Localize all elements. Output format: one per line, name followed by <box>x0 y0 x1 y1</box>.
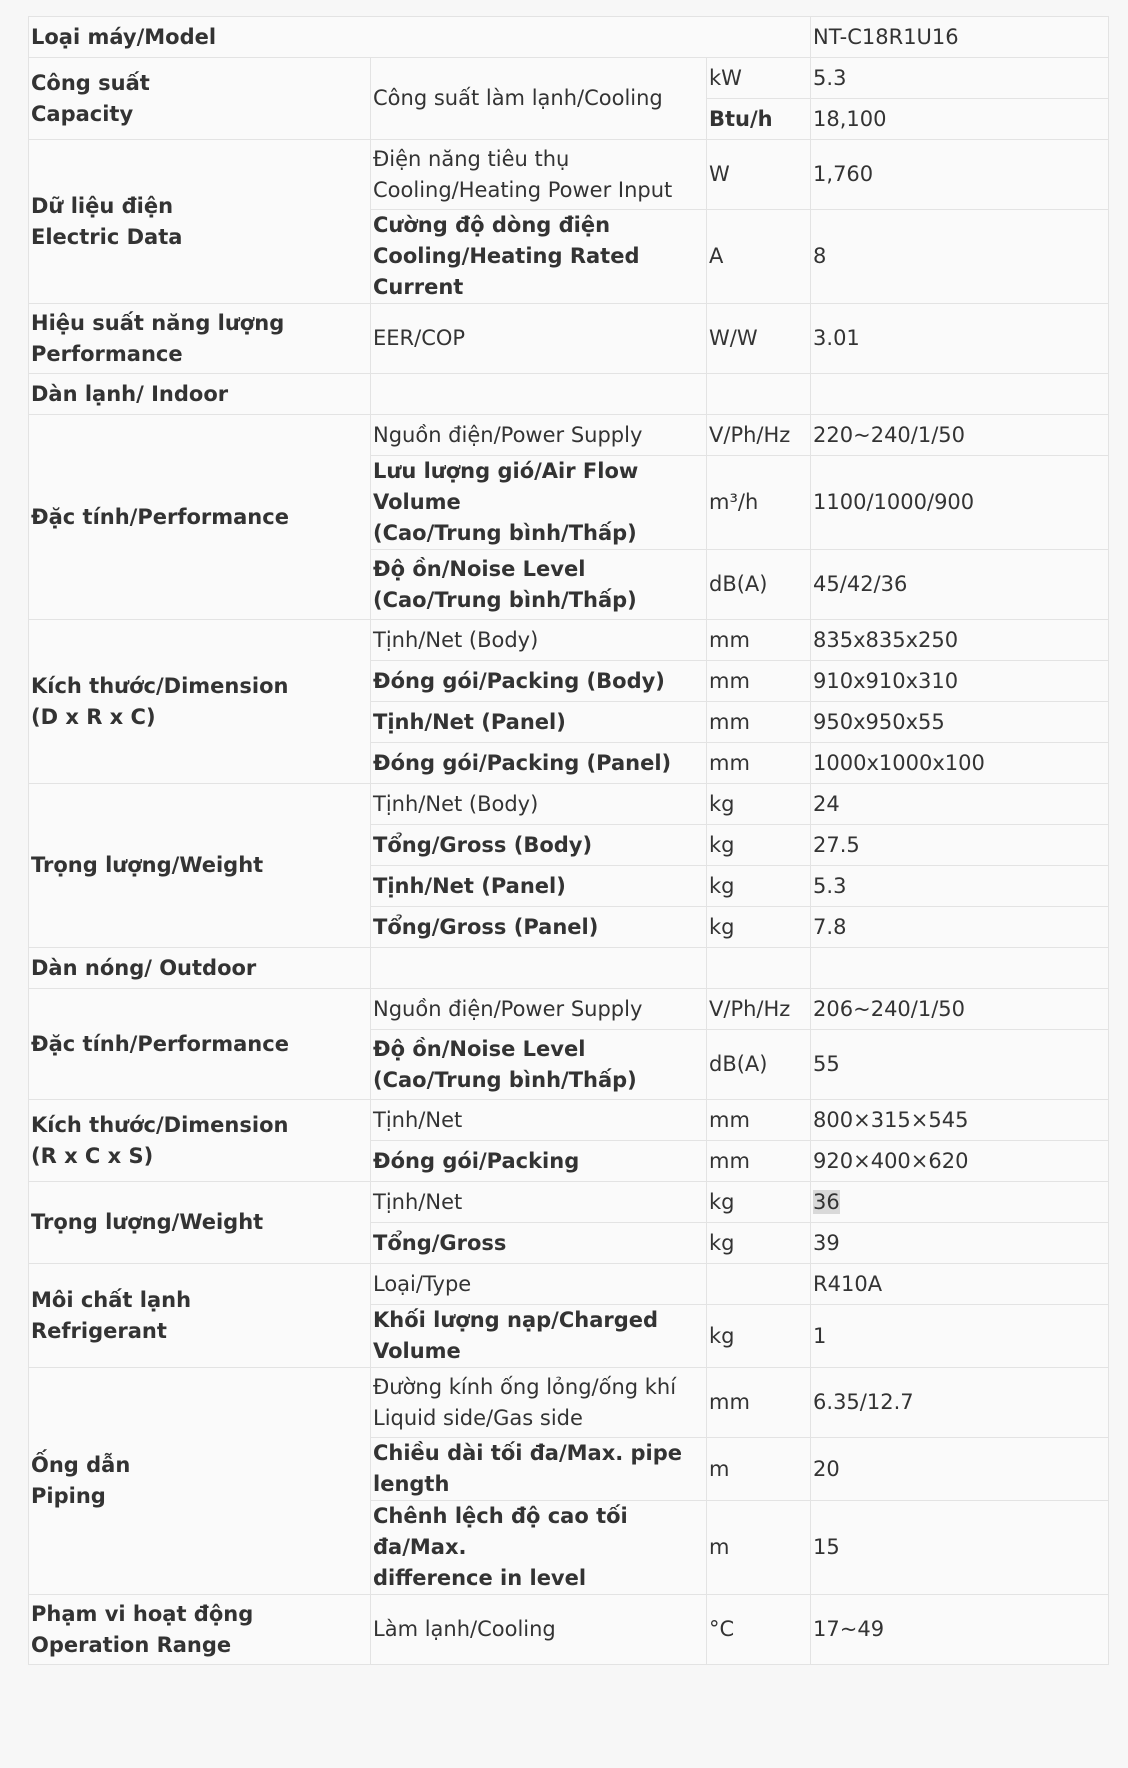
table-row <box>29 17 1109 58</box>
indoor-dim-group-line1: Kích thước/Dimension <box>31 673 289 698</box>
outdoor-dim-unit: mm <box>707 1100 811 1141</box>
outdoor-power-supply: Nguồn điện/Power Supply <box>371 989 707 1030</box>
piping-diff-value: 15 <box>811 1501 1109 1595</box>
indoor-dim-unit: mm <box>707 743 811 784</box>
table-row <box>29 304 1109 374</box>
electric-group-en: Electric Data <box>31 224 183 249</box>
table-row <box>29 620 1109 661</box>
indoor-airflow-unit: m³/h <box>707 456 811 550</box>
piping-diameter-line2: Liquid side/Gas side <box>373 1405 583 1430</box>
indoor-power-supply-value: 220~240/1/50 <box>811 415 1109 456</box>
performance-unit: W/W <box>707 304 811 374</box>
table-row <box>29 784 1109 825</box>
indoor-weight-item: Tổng/Gross (Body) <box>371 825 707 866</box>
indoor-weight-item: Tịnh/Net (Body) <box>371 784 707 825</box>
capacity-group-vi: Công suất <box>31 70 150 95</box>
capacity-group <box>29 58 371 140</box>
indoor-dim-item: Đóng gói/Packing (Body) <box>371 661 707 702</box>
rated-current-item <box>371 210 707 304</box>
outdoor-weight-item: Tịnh/Net <box>371 1182 707 1223</box>
table-row <box>29 1595 1109 1665</box>
indoor-dim-group-line2: (D x R x C) <box>31 704 156 729</box>
indoor-dim-value: 1000x1000x100 <box>811 743 1109 784</box>
indoor-dim-group <box>29 620 371 784</box>
outdoor-weight-unit: kg <box>707 1223 811 1264</box>
refrigerant-group-vi: Môi chất lạnh <box>31 1287 192 1312</box>
outdoor-dim-unit: mm <box>707 1141 811 1182</box>
electric-group-vi: Dữ liệu điện <box>31 193 174 218</box>
indoor-dim-value: 910x910x310 <box>811 661 1109 702</box>
table-row <box>29 1264 1109 1305</box>
power-input-line2: Cooling/Heating Power Input <box>373 177 673 202</box>
piping-diameter-unit: mm <box>707 1368 811 1438</box>
performance-group-vi: Hiệu suất năng lượng <box>31 310 285 335</box>
indoor-dim-unit: mm <box>707 620 811 661</box>
capacity-group-en: Capacity <box>31 101 134 126</box>
piping-diameter-line1: Đường kính ống lỏng/ống khí <box>373 1374 677 1399</box>
performance-group-en: Performance <box>31 341 183 366</box>
refrigerant-type-item: Loại/Type <box>371 1264 707 1305</box>
table-row <box>29 1182 1109 1223</box>
power-input-value: 1,760 <box>811 140 1109 210</box>
outdoor-dim-group <box>29 1100 371 1182</box>
indoor-airflow-line1: Lưu lượng gió/Air Flow Volume <box>373 459 639 514</box>
indoor-weight-item: Tịnh/Net (Panel) <box>371 866 707 907</box>
indoor-dim-item: Tịnh/Net (Panel) <box>371 702 707 743</box>
highlighted-value[interactable]: 36 <box>813 1189 840 1214</box>
indoor-weight-unit: kg <box>707 866 811 907</box>
piping-diff-line2: difference in level <box>373 1566 587 1590</box>
outdoor-noise-value: 55 <box>811 1030 1109 1100</box>
power-input-line1: Điện năng tiêu thụ <box>373 146 570 171</box>
outdoor-noise-line1: Độ ồn/Noise Level <box>373 1036 586 1061</box>
table-row <box>29 948 1109 989</box>
indoor-perf-group: Đặc tính/Performance <box>29 415 371 620</box>
outdoor-section-label: Dàn nóng/ Outdoor <box>29 948 371 989</box>
capacity-item: Công suất làm lạnh/Cooling <box>371 58 707 140</box>
indoor-weight-group: Trọng lượng/Weight <box>29 784 371 948</box>
operation-value: 17~49 <box>811 1595 1109 1665</box>
outdoor-weight-unit: kg <box>707 1182 811 1223</box>
piping-diameter-value: 6.35/12.7 <box>811 1368 1109 1438</box>
table-row <box>29 374 1109 415</box>
indoor-weight-value: 5.3 <box>811 866 1109 907</box>
indoor-noise-value: 45/42/36 <box>811 550 1109 620</box>
indoor-weight-unit: kg <box>707 825 811 866</box>
outdoor-noise-unit: dB(A) <box>707 1030 811 1100</box>
outdoor-weight-value <box>811 1182 1109 1223</box>
capacity-unit: kW <box>707 58 811 99</box>
indoor-dim-item: Tịnh/Net (Body) <box>371 620 707 661</box>
refrigerant-charge-value: 1 <box>811 1305 1109 1368</box>
indoor-weight-item: Tổng/Gross (Panel) <box>371 907 707 948</box>
operation-group-en: Operation Range <box>31 1632 232 1657</box>
indoor-dim-unit: mm <box>707 702 811 743</box>
indoor-section-label: Dàn lạnh/ Indoor <box>29 374 371 415</box>
outdoor-weight-value: 39 <box>811 1223 1109 1264</box>
outdoor-perf-group: Đặc tính/Performance <box>29 989 371 1100</box>
piping-group <box>29 1368 371 1595</box>
refrigerant-type-value: R410A <box>811 1264 1109 1305</box>
indoor-airflow-value: 1100/1000/900 <box>811 456 1109 550</box>
model-value: NT-C18R1U16 <box>811 17 1109 58</box>
capacity-unit: Btu/h <box>707 99 811 140</box>
piping-length-item: Chiều dài tối đa/Max. pipe length <box>371 1438 707 1501</box>
capacity-value: 5.3 <box>811 58 1109 99</box>
indoor-dim-item: Đóng gói/Packing (Panel) <box>371 743 707 784</box>
refrigerant-group-en: Refrigerant <box>31 1318 167 1343</box>
piping-diff-line1: Chênh lệch độ cao tối đa/Max. <box>373 1504 628 1559</box>
electric-group <box>29 140 371 304</box>
model-label: Loại máy/Model <box>29 17 811 58</box>
piping-group-en: Piping <box>31 1484 106 1508</box>
rated-current-line2: Cooling/Heating Rated Current <box>373 244 640 299</box>
power-input-item <box>371 140 707 210</box>
piping-length-value: 20 <box>811 1438 1109 1501</box>
indoor-airflow-line2: (Cao/Trung bình/Thấp) <box>373 521 637 545</box>
indoor-weight-value: 27.5 <box>811 825 1109 866</box>
operation-item: Làm lạnh/Cooling <box>371 1595 707 1665</box>
operation-group <box>29 1595 371 1665</box>
rated-current-line1: Cường độ dòng điện <box>373 213 611 237</box>
indoor-airflow-item <box>371 456 707 550</box>
spec-table-container <box>28 16 1108 1665</box>
outdoor-power-supply-value: 206~240/1/50 <box>811 989 1109 1030</box>
table-row <box>29 1368 1109 1438</box>
operation-unit: °C <box>707 1595 811 1665</box>
outdoor-weight-item: Tổng/Gross <box>371 1223 707 1264</box>
indoor-weight-unit: kg <box>707 784 811 825</box>
performance-item: EER/COP <box>371 304 707 374</box>
rated-current-value: 8 <box>811 210 1109 304</box>
outdoor-dim-item: Tịnh/Net <box>371 1100 707 1141</box>
refrigerant-charge-unit: kg <box>707 1305 811 1368</box>
performance-value: 3.01 <box>811 304 1109 374</box>
refrigerant-type-unit <box>707 1264 811 1305</box>
table-row <box>29 415 1109 456</box>
indoor-dim-value: 835x835x250 <box>811 620 1109 661</box>
outdoor-dim-value: 800×315×545 <box>811 1100 1109 1141</box>
piping-length-unit: m <box>707 1438 811 1501</box>
refrigerant-group <box>29 1264 371 1368</box>
table-row <box>29 989 1109 1030</box>
indoor-weight-unit: kg <box>707 907 811 948</box>
indoor-noise-line2: (Cao/Trung bình/Thấp) <box>373 587 637 612</box>
outdoor-dim-item: Đóng gói/Packing <box>371 1141 707 1182</box>
outdoor-weight-group: Trọng lượng/Weight <box>29 1182 371 1264</box>
indoor-noise-unit: dB(A) <box>707 550 811 620</box>
outdoor-power-supply-unit: V/Ph/Hz <box>707 989 811 1030</box>
performance-group <box>29 304 371 374</box>
piping-group-vi: Ống dẫn <box>31 1453 131 1477</box>
indoor-power-supply-unit: V/Ph/Hz <box>707 415 811 456</box>
table-row <box>29 1100 1109 1141</box>
rated-current-unit: A <box>707 210 811 304</box>
refrigerant-charge-item: Khối lượng nạp/Charged Volume <box>371 1305 707 1368</box>
indoor-noise-line1: Độ ồn/Noise Level <box>373 556 586 581</box>
piping-diameter-item <box>371 1368 707 1438</box>
outdoor-dim-value: 920×400×620 <box>811 1141 1109 1182</box>
indoor-dim-value: 950x950x55 <box>811 702 1109 743</box>
outdoor-noise-line2: (Cao/Trung bình/Thấp) <box>373 1067 637 1092</box>
indoor-weight-value: 7.8 <box>811 907 1109 948</box>
indoor-noise-item <box>371 550 707 620</box>
capacity-value: 18,100 <box>811 99 1109 140</box>
piping-diff-unit: m <box>707 1501 811 1595</box>
indoor-power-supply: Nguồn điện/Power Supply <box>371 415 707 456</box>
spec-table <box>28 16 1109 1665</box>
operation-group-vi: Phạm vi hoạt động <box>31 1601 254 1626</box>
indoor-weight-value: 24 <box>811 784 1109 825</box>
table-row <box>29 140 1109 210</box>
power-input-unit: W <box>707 140 811 210</box>
outdoor-dim-group-line2: (R x C x S) <box>31 1143 154 1168</box>
piping-diff-item <box>371 1501 707 1595</box>
indoor-dim-unit: mm <box>707 661 811 702</box>
outdoor-noise-item <box>371 1030 707 1100</box>
outdoor-dim-group-line1: Kích thước/Dimension <box>31 1112 289 1137</box>
table-row <box>29 58 1109 99</box>
